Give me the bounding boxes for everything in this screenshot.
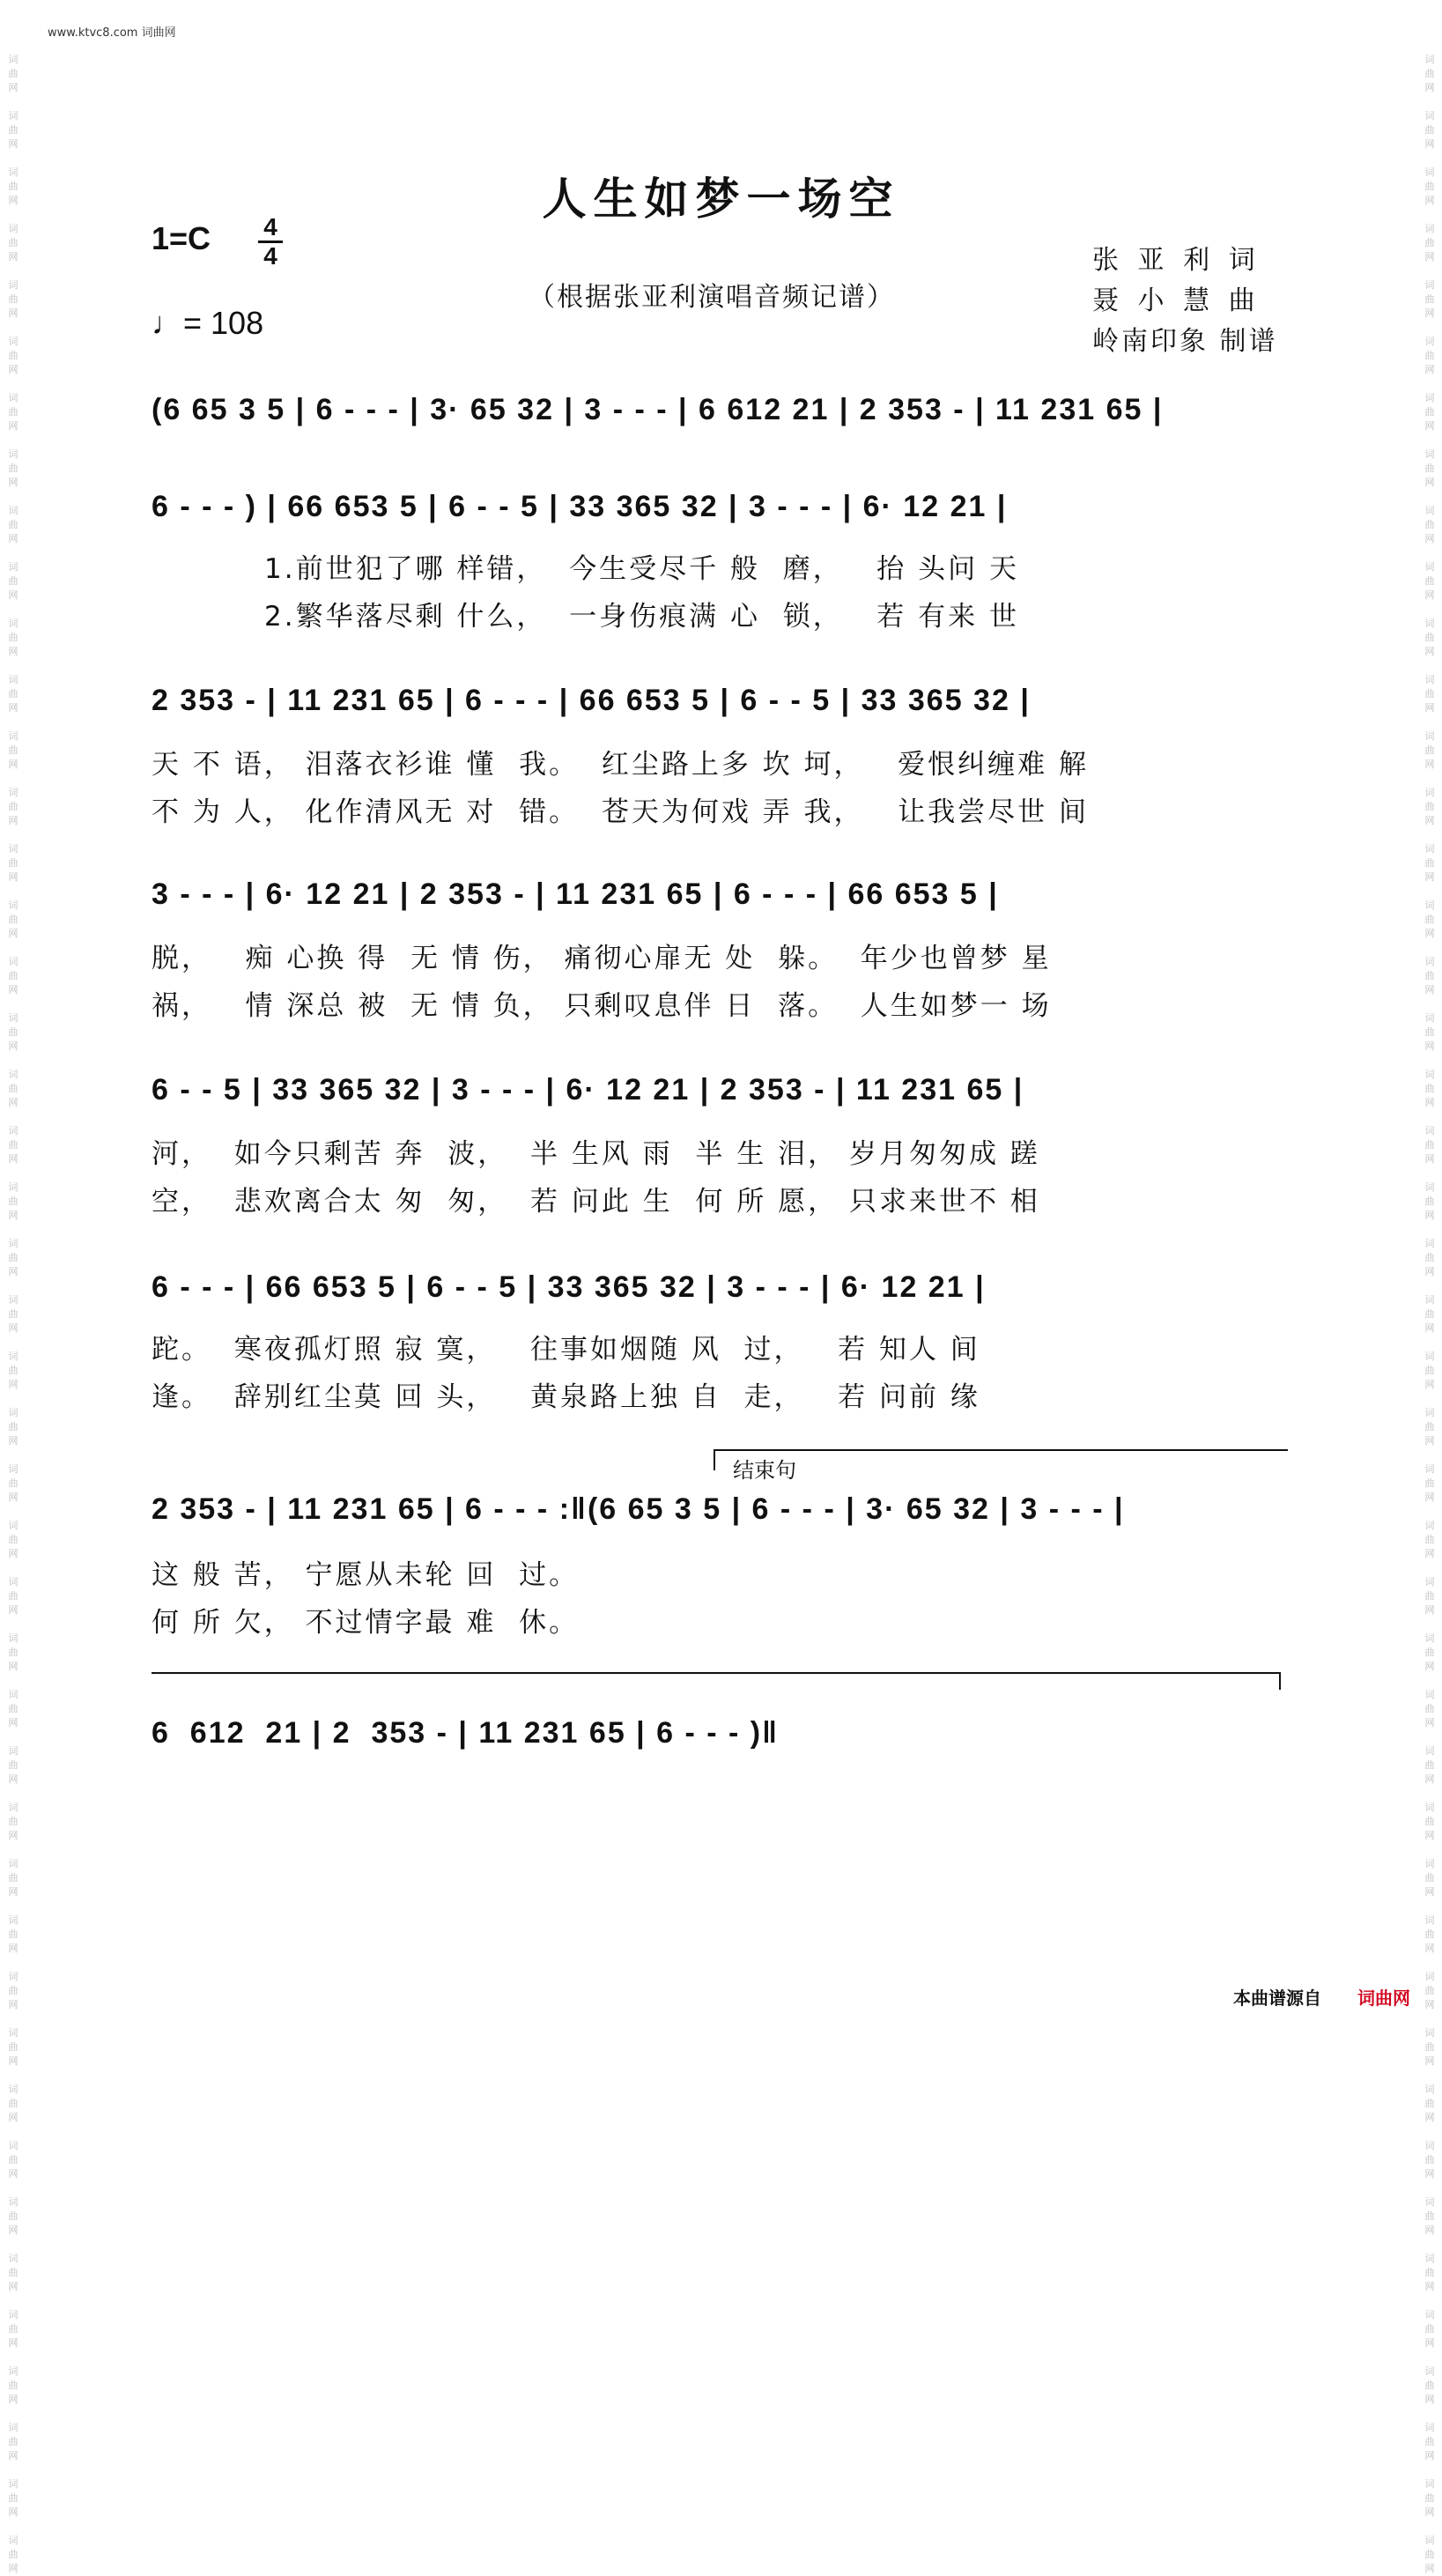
- subtitle: （根据张亚利演唱音频记谱）: [529, 282, 895, 313]
- lyrics-line-3b: 不 为 人， 化作清风无 对 错。 苍天为何戏 弄 我， 让我尝尽世 间: [152, 796, 1089, 828]
- footer-brand[interactable]: 词曲网: [1357, 1988, 1410, 2009]
- lyrics-line-4a: 脱， 痴 心换 得 无 情 伤， 痛彻心扉无 处 躲。 年少也曾梦 星: [152, 943, 1052, 974]
- lyrics-line-5a: 河， 如今只剩苦 奔 波， 半 生风 雨 半 生 泪， 岁月匆匆成 蹉: [152, 1138, 1040, 1170]
- watermark-right: 词 曲 网 词 曲 网 词 曲 网 词 曲 网 词 曲 网 词 曲 网 词 曲 网 词 曲 网 词 曲 网 词 曲 网 词 曲 网 词 曲 网 词 曲 网 词 曲 网 词 曲 网 词 曲 网 词 曲 网 词 曲 网 词 曲 网 词 曲 网 词 曲 网 词 曲 网 词 曲 网 词 曲 网 词 曲 网 词 曲 网 词 曲 网 词 曲 网 词 曲 网 词 曲 网 词 曲 网 词 曲 网 词 曲 网 词 曲 网 词 曲 网 词 曲 网 词 曲 网 词 曲 网 词 曲 网 词 曲 网 词 曲 网 词 曲 网 词 曲 网 词 曲 网 词 曲 网: [1424, 54, 1435, 2574]
- footer-source: 本曲谱源自: [1233, 1988, 1321, 2009]
- key-signature: 1=C: [152, 220, 211, 256]
- lyrics-line-3a: 天 不 语， 泪落衣衫谁 懂 我。 红尘路上多 坎 坷， 爱恨纠缠难 解: [152, 749, 1089, 781]
- watermark-left: 词 曲 网 词 曲 网 词 曲 网 词 曲 网 词 曲 网 词 曲 网 词 曲 网 词 曲 网 词 曲 网 词 曲 网 词 曲 网 词 曲 网 词 曲 网 词 曲 网 词 曲 网 词 曲 网 词 曲 网 词 曲 网 词 曲 网 词 曲 网 词 曲 网 词 曲 网 词 曲 网 词 曲 网 词 曲 网 词 曲 网 词 曲 网 词 曲 网 词 曲 网 词 曲 网 词 曲 网 词 曲 网 词 曲 网 词 曲 网 词 曲 网 词 曲 网 词 曲 网 词 曲 网 词 曲 网 词 曲 网 词 曲 网 词 曲 网 词 曲 网 词 曲 网 词 曲 网: [8, 54, 18, 2574]
- lyrics-line-6b: 逢。 辞别红尘莫 回 头， 黄泉路上独 自 走， 若 问前 缘: [152, 1381, 980, 1413]
- divider-tick: [1279, 1672, 1281, 1690]
- ending-label: 结束句: [733, 1458, 796, 1483]
- lyrics-line-7b: 何 所 欠， 不过情字最 难 休。: [152, 1607, 580, 1639]
- notation-line-3: 2 353 - | 11 231 65 | 6 - - - | 66 653 5 | 6 - - 5 | 33 365 32 |: [152, 684, 1031, 717]
- time-top: 4: [263, 213, 277, 241]
- tempo-mark: ♩= 108: [152, 305, 264, 341]
- arranger: 岭南印象 制谱: [1092, 326, 1278, 357]
- ending-bracket: [714, 1449, 1288, 1483]
- lyrics-line-6a: 跎。 寒夜孤灯照 寂 寞， 往事如烟随 风 过， 若 知人 间: [152, 1334, 980, 1366]
- lyrics-line-2a: 1.前世犯了哪 样错， 今生受尽千 般 磨， 抬 头问 天: [264, 553, 1019, 585]
- lyrics-line-4b: 祸， 情 深总 被 无 情 负， 只剩叹息伴 日 落。 人生如梦一 场: [152, 990, 1052, 1022]
- lyrics-line-2b: 2.繁华落尽剩 什么， 一身伤痕满 心 锁， 若 有来 世: [264, 601, 1019, 633]
- time-signature: [258, 215, 283, 269]
- composer: 聂 小 慧 曲: [1092, 285, 1261, 316]
- site-url: www.ktvc8.com 词曲网: [48, 26, 176, 40]
- notation-line-1: (6 65 3 5 | 6 - - - | 3· 65 32 | 3 - - - | 6 612 21 | 2 353 - | 11 231 65 |: [152, 393, 1164, 426]
- notation-line-8: 6 612 21 | 2 353 - | 11 231 65 | 6 - - - )‖: [152, 1716, 780, 1750]
- notation-line-7: 2 353 - | 11 231 65 | 6 - - - :‖(6 65 3 5 | 6 - - - | 3· 65 32 | 3 - - - |: [152, 1492, 1125, 1526]
- song-title: 人生如梦一场空: [542, 173, 900, 225]
- notation-line-5: 6 - - 5 | 33 365 32 | 3 - - - | 6· 12 21 | 2 353 - | 11 231 65 |: [152, 1073, 1024, 1107]
- lyricist: 张 亚 利 词: [1092, 245, 1261, 276]
- lyrics-line-7a: 这 般 苦， 宁愿从未轮 回 过。: [152, 1559, 580, 1591]
- footer: [1233, 1984, 1410, 2010]
- divider-rule: [152, 1672, 1281, 1674]
- notation-line-6: 6 - - - | 66 653 5 | 6 - - 5 | 33 365 32 | 3 - - - | 6· 12 21 |: [152, 1270, 986, 1304]
- notation-line-4: 3 - - - | 6· 12 21 | 2 353 - | 11 231 65 | 6 - - - | 66 653 5 |: [152, 877, 999, 911]
- notation-line-2: 6 - - - ) | 66 653 5 | 6 - - 5 | 33 365 32 | 3 - - - | 6· 12 21 |: [152, 490, 1008, 523]
- time-bottom: 4: [263, 242, 277, 270]
- lyrics-line-5b: 空， 悲欢离合太 匆 匆， 若 问此 生 何 所 愿， 只求来世不 相: [152, 1186, 1040, 1218]
